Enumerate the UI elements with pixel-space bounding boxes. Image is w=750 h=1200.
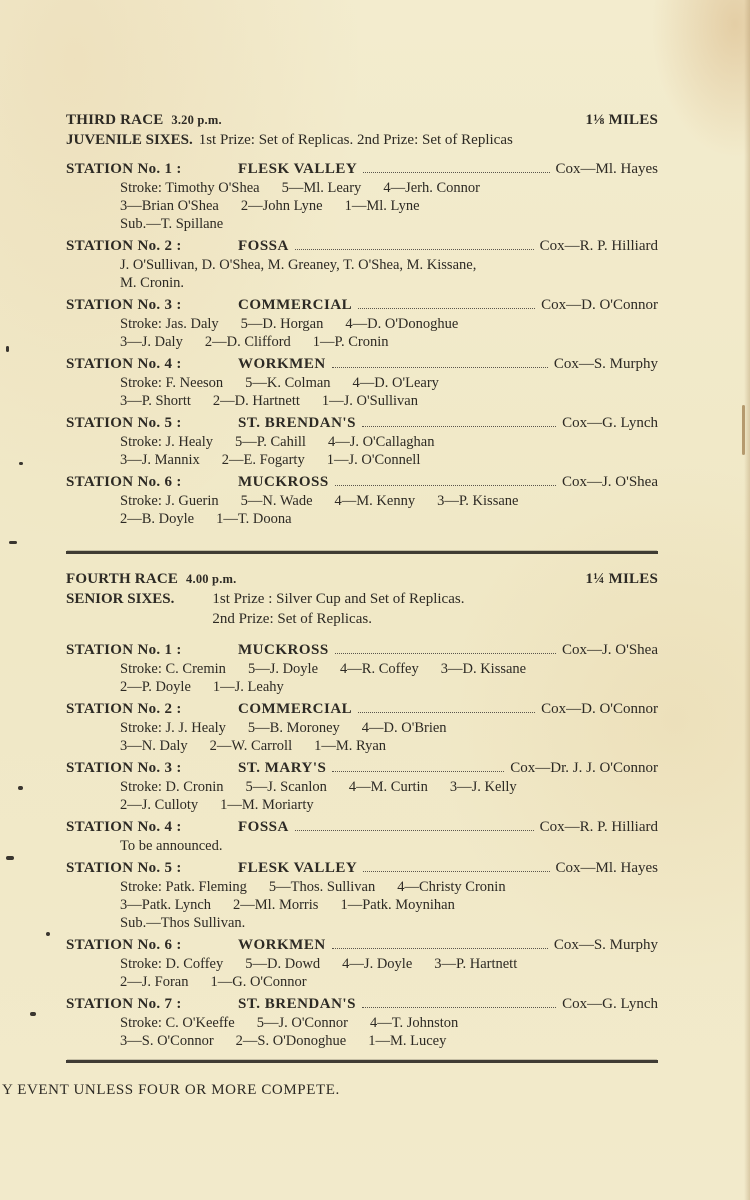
footer-note: Y EVENT UNLESS FOUR OR MORE COMPETE. (2, 1082, 340, 1098)
club-name: WORKMEN (238, 356, 326, 372)
race-time: 3.20 p.m. (171, 113, 222, 127)
crew-member: 5—Ml. Leary (281, 180, 362, 196)
crew-line (120, 1014, 658, 1032)
crew-member: 4—J. O'Callaghan (327, 434, 435, 450)
paper-edge-shadow (744, 0, 750, 1200)
station-header (66, 296, 658, 315)
race-distance: 1¼ MILES (585, 571, 658, 587)
station-header (66, 936, 658, 955)
crew-member: 5—D. Dowd (245, 956, 321, 972)
station-entry (66, 700, 658, 755)
crew-member: 1—G. O'Connor (210, 974, 307, 990)
dot-leader (362, 426, 556, 427)
cox-name: Cox—D. O'Connor (541, 701, 658, 717)
crew-list (66, 837, 658, 855)
crew-member: 3—N. Daly (120, 738, 188, 754)
crew-list (66, 374, 658, 410)
prize-list (212, 589, 464, 629)
crew-list (66, 778, 658, 814)
dot-leader (363, 172, 549, 173)
crew-member: 1—J. O'Sullivan (321, 393, 418, 409)
crew-member: 2—J. Culloty (120, 797, 199, 813)
crew-member: Stroke: J. Healy (120, 434, 214, 450)
crew-line (120, 914, 658, 932)
crew-member: 1—P. Cronin (312, 334, 389, 350)
club-name: ST. BRENDAN'S (238, 996, 356, 1012)
crew-line (120, 333, 658, 351)
station-header (66, 995, 658, 1014)
crew-member: 5—P. Cahill (235, 434, 306, 450)
crew-member: 1—M. Moriarty (220, 797, 314, 813)
crew-line (120, 1032, 658, 1050)
crew-line (120, 678, 658, 696)
crew-member: 1—J. Leahy (212, 679, 284, 695)
crew-member: 1—Patk. Moynihan (340, 897, 455, 913)
crew-member: 2—P. Doyle (120, 679, 191, 695)
station-number: STATION No. 2 : (66, 238, 182, 254)
dot-leader (295, 249, 534, 250)
station-number: STATION No. 4 : (66, 819, 182, 835)
crew-member: 2—W. Carroll (209, 738, 293, 754)
crew-member: 5—J. Scanlon (245, 779, 327, 795)
club-name: FLESK VALLEY (238, 860, 358, 876)
crew-line (120, 215, 658, 233)
dot-leader (335, 653, 556, 654)
club-name: WORKMEN (238, 937, 326, 953)
crew-line (120, 878, 658, 896)
crew-line (120, 955, 658, 973)
club-name: MUCKROSS (238, 474, 329, 490)
race-class: SENIOR SIXES. (66, 591, 175, 607)
crew-member: 2—E. Fogarty (221, 452, 305, 468)
crew-member: 2—D. Clifford (204, 334, 291, 350)
crew-line (120, 796, 658, 814)
crew-member: 2—John Lyne (240, 198, 323, 214)
cox-name: Cox—J. O'Shea (561, 642, 658, 658)
station-header (66, 473, 658, 492)
crew-member: 2—B. Doyle (120, 511, 195, 527)
crew-member: 3—Patk. Lynch (120, 897, 212, 913)
crew-member: Stroke: Timothy O'Shea (120, 180, 260, 196)
dot-leader (363, 871, 549, 872)
station-number: STATION No. 6 : (66, 937, 182, 953)
crew-member: 2—D. Hartnett (212, 393, 300, 409)
cox-name: Cox—G. Lynch (562, 415, 658, 431)
station-header (66, 237, 658, 256)
crew-member: To be announced. (120, 838, 223, 854)
section-divider (66, 551, 658, 554)
crew-member: 5—J. O'Connor (256, 1015, 348, 1031)
race-title: THIRD RACE (66, 112, 164, 128)
cox-name: Cox—R. P. Hilliard (539, 819, 658, 835)
crew-list (66, 955, 658, 991)
dot-leader (295, 830, 534, 831)
prize-text: 1st Prize: Set of Replicas. 2nd Prize: Set of Replicas (198, 132, 513, 148)
crew-list (66, 878, 658, 932)
race-header (66, 110, 658, 130)
cox-name: Cox—S. Murphy (553, 356, 658, 372)
crew-list (66, 315, 658, 351)
crew-line (120, 179, 658, 197)
crew-line (120, 315, 658, 333)
crew-list (66, 1014, 658, 1050)
crew-member: 4—R. Coffey (340, 661, 419, 677)
prize-text: 2nd Prize: Set of Replicas. (212, 611, 372, 627)
crew-member: 3—J. Kelly (449, 779, 517, 795)
race-class: JUVENILE SIXES. (66, 132, 193, 148)
dot-leader (335, 485, 556, 486)
crew-line (120, 392, 658, 410)
crew-line (120, 510, 658, 528)
crew-member: Stroke: Jas. Daly (120, 316, 219, 332)
crew-member: Stroke: D. Cronin (120, 779, 224, 795)
station-entry (66, 818, 658, 855)
race-header (66, 569, 658, 589)
crew-line (120, 778, 658, 796)
station-number: STATION No. 5 : (66, 415, 182, 431)
club-name: COMMERCIAL (238, 297, 353, 313)
fourth-race-section (66, 569, 658, 1050)
ink-speck (18, 786, 23, 790)
station-entry (66, 237, 658, 292)
club-name: ST. BRENDAN'S (238, 415, 356, 431)
crew-member: 2—S. O'Donoghue (235, 1033, 347, 1049)
station-header (66, 818, 658, 837)
crew-member: 1—J. O'Connell (326, 452, 421, 468)
crew-member: 4—Christy Cronin (397, 879, 506, 895)
crew-line (120, 197, 658, 215)
ink-speck (46, 932, 50, 936)
crew-member: Sub.—Thos Sullivan. (120, 915, 246, 931)
station-header (66, 700, 658, 719)
ink-speck (6, 856, 14, 860)
prize-text: 1st Prize : Silver Cup and Set of Replicas. (212, 591, 465, 607)
crew-member: 3—S. O'Connor (120, 1033, 214, 1049)
station-number: STATION No. 2 : (66, 701, 182, 717)
station-number: STATION No. 7 : (66, 996, 182, 1012)
race-time: 4.00 p.m. (186, 572, 237, 586)
crew-member: Stroke: J. J. Healy (120, 720, 226, 736)
crew-member: 1—M. Lucey (368, 1033, 447, 1049)
club-name: FOSSA (238, 819, 289, 835)
dot-leader (332, 948, 548, 949)
cox-name: Cox—S. Murphy (553, 937, 658, 953)
crew-line (120, 737, 658, 755)
crew-member: 4—M. Curtin (348, 779, 428, 795)
station-number: STATION No. 3 : (66, 760, 182, 776)
crew-line (120, 451, 658, 469)
crew-line (120, 274, 658, 292)
station-number: STATION No. 5 : (66, 860, 182, 876)
race-title-group (66, 110, 222, 130)
station-header (66, 355, 658, 374)
dot-leader (332, 367, 548, 368)
section-divider (66, 1060, 658, 1063)
crew-line (120, 492, 658, 510)
ink-speck (6, 346, 9, 352)
crew-line (120, 837, 658, 855)
crew-member: M. Cronin. (120, 275, 185, 291)
crew-line (120, 973, 658, 991)
station-entry (66, 296, 658, 351)
crew-member: 2—Ml. Morris (233, 897, 319, 913)
cox-name: Cox—Ml. Hayes (555, 161, 658, 177)
cox-name: Cox—R. P. Hilliard (539, 238, 658, 254)
crew-member: 3—J. Mannix (120, 452, 200, 468)
crew-list (66, 719, 658, 755)
station-header (66, 859, 658, 878)
station-number: STATION No. 3 : (66, 297, 182, 313)
crew-list (66, 660, 658, 696)
crew-member: 3—P. Hartnett (434, 956, 518, 972)
club-name: COMMERCIAL (238, 701, 353, 717)
crew-line (120, 374, 658, 392)
station-entry (66, 473, 658, 528)
club-name: FLESK VALLEY (238, 161, 358, 177)
station-entry (66, 995, 658, 1050)
crew-member: 5—N. Wade (240, 493, 313, 509)
cox-name: Cox—D. O'Connor (541, 297, 658, 313)
race-class-row (66, 130, 658, 150)
crew-member: 4—D. O'Donoghue (345, 316, 459, 332)
crew-member: Stroke: Patk. Fleming (120, 879, 247, 895)
crew-member: 5—J. Doyle (247, 661, 319, 677)
crew-member: 4—Jerh. Connor (383, 180, 480, 196)
third-race-section (66, 110, 658, 528)
crew-line (120, 660, 658, 678)
crew-member: 5—Thos. Sullivan (268, 879, 376, 895)
station-entry (66, 936, 658, 991)
station-header (66, 160, 658, 179)
cox-name: Cox—J. O'Shea (561, 474, 658, 490)
crew-member: 1—T. Doona (216, 511, 292, 527)
station-header (66, 641, 658, 660)
crew-member: 3—P. Kissane (437, 493, 519, 509)
station-entry (66, 414, 658, 469)
station-entry (66, 759, 658, 814)
crew-member: Stroke: C. Cremin (120, 661, 226, 677)
crew-member: 5—K. Colman (245, 375, 331, 391)
race-title-group (66, 569, 236, 589)
crew-member: 4—D. O'Brien (361, 720, 447, 736)
station-header (66, 759, 658, 778)
crew-line (120, 896, 658, 914)
crew-member: 4—D. O'Leary (352, 375, 439, 391)
crew-list (66, 433, 658, 469)
crew-member: 5—D. Horgan (240, 316, 324, 332)
crew-member: Stroke: C. O'Keeffe (120, 1015, 235, 1031)
crew-member: J. O'Sullivan, D. O'Shea, M. Greaney, T. O'Shea, M. Kissane, (120, 257, 477, 273)
cox-name: Cox—G. Lynch (562, 996, 658, 1012)
station-entry (66, 641, 658, 696)
dot-leader (332, 771, 504, 772)
club-name: MUCKROSS (238, 642, 329, 658)
crew-member: Stroke: J. Guerin (120, 493, 219, 509)
crew-member: Stroke: D. Coffey (120, 956, 224, 972)
crew-member: 2—J. Foran (120, 974, 189, 990)
crew-line (120, 256, 658, 274)
crew-line (120, 719, 658, 737)
station-number: STATION No. 6 : (66, 474, 182, 490)
crew-member: 4—J. Doyle (342, 956, 413, 972)
station-header (66, 414, 658, 433)
crew-member: Sub.—T. Spillane (120, 216, 224, 232)
dot-leader (358, 308, 535, 309)
station-number: STATION No. 4 : (66, 356, 182, 372)
race-distance: 1⅛ MILES (585, 112, 658, 128)
crew-member: 5—B. Moroney (247, 720, 340, 736)
station-number: STATION No. 1 : (66, 642, 182, 658)
crew-member: 3—Brian O'Shea (120, 198, 219, 214)
ink-speck (19, 462, 23, 465)
paper-tear-mark (742, 405, 745, 455)
crew-member: 3—J. Daly (120, 334, 183, 350)
crew-member: 4—T. Johnston (369, 1015, 459, 1031)
race-title: FOURTH RACE (66, 571, 179, 587)
crew-list (66, 179, 658, 233)
race-class-row (66, 589, 658, 629)
cox-name: Cox—Ml. Hayes (555, 860, 658, 876)
crew-member: 3—P. Shortt (120, 393, 191, 409)
station-entry (66, 160, 658, 233)
club-name: FOSSA (238, 238, 289, 254)
station-entry (66, 355, 658, 410)
crew-member: Stroke: F. Neeson (120, 375, 224, 391)
ink-speck (30, 1012, 36, 1016)
ink-speck (9, 541, 17, 544)
crew-member: 3—D. Kissane (440, 661, 527, 677)
prize-list (199, 130, 513, 150)
station-number: STATION No. 1 : (66, 161, 182, 177)
crew-member: 1—Ml. Lyne (344, 198, 420, 214)
crew-list (66, 256, 658, 292)
crew-list (66, 492, 658, 528)
crew-member: 1—M. Ryan (314, 738, 387, 754)
crew-line (120, 433, 658, 451)
dot-leader (362, 1007, 556, 1008)
station-entry (66, 859, 658, 932)
crew-member: 4—M. Kenny (334, 493, 416, 509)
cox-name: Cox—Dr. J. J. O'Connor (510, 760, 658, 776)
club-name: ST. MARY'S (238, 760, 327, 776)
dot-leader (358, 712, 535, 713)
